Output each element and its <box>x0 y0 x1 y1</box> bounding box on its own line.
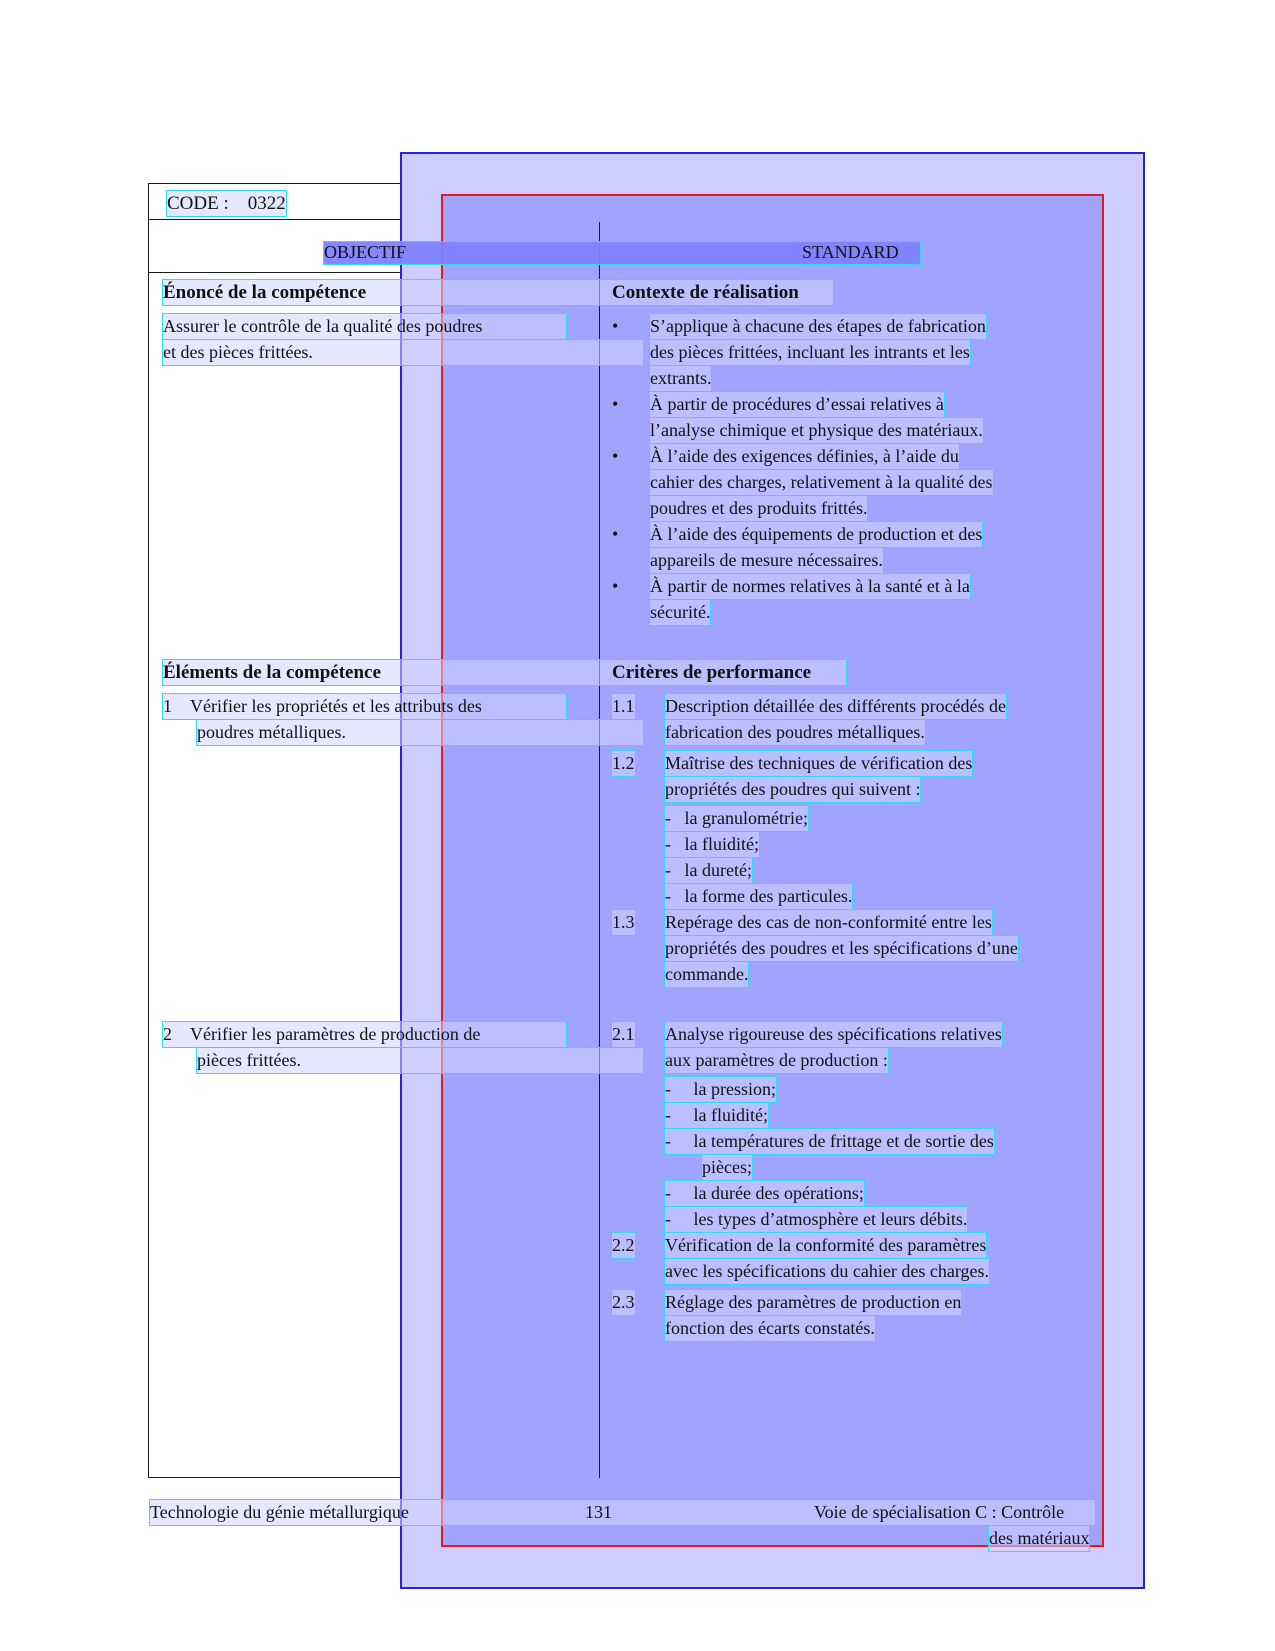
sub-item-text: la températures de frittage et de sortie des <box>693 1131 994 1151</box>
critere-1-3-line-2: propriétés des poudres et les spécifications d’une <box>665 936 1018 961</box>
sub-item: - la températures de frittage et de sortie des <box>665 1129 994 1154</box>
footer-voie-line-2: des matériaux <box>989 1526 1089 1551</box>
critere-number: 1.3 <box>612 910 635 935</box>
sub-item: - la granulométrie; <box>665 806 808 831</box>
element-2-line-2: pièces frittées. <box>197 1048 643 1073</box>
bullet-icon: • <box>612 394 619 414</box>
critere-number: 2.3 <box>612 1290 635 1315</box>
critere-2-3-line-1: Réglage des paramètres de production en <box>665 1290 961 1315</box>
element-number: 2 <box>163 1024 172 1044</box>
element-1-line-1 <box>163 694 566 719</box>
critere-number: 2.2 <box>612 1233 635 1258</box>
standard-header: STANDARD <box>802 242 899 262</box>
element-number: 1 <box>163 696 172 716</box>
contexte-title: Contexte de réalisation <box>612 282 799 303</box>
critere-2-2-line-2: avec les spécifications du cahier des charges. <box>665 1259 989 1284</box>
contexte-3-line-1: À l’aide des exigences définies, à l’aide du <box>650 444 959 469</box>
critere-2-3-line-2: fonction des écarts constatés. <box>665 1316 875 1341</box>
sub-item-text: la dureté; <box>684 860 752 880</box>
criteres-title: Critères de performance <box>612 662 812 683</box>
element-1-line-2: poudres métalliques. <box>197 720 643 745</box>
critere-number: 1.1 <box>612 694 635 719</box>
sub-item: - la dureté; <box>665 858 752 883</box>
sub-item-text: la pression; <box>693 1079 776 1099</box>
sub-item: - la pression; <box>665 1077 776 1102</box>
column-divider <box>599 222 600 1478</box>
contexte-1-line-1: S’applique à chacune des étapes de fabrication <box>650 314 986 339</box>
contexte-3-line-2: cahier des charges, relativement à la qualité des <box>650 470 993 495</box>
contexte-1-line-3: extrants. <box>650 366 711 391</box>
sub-item: - la fluidité; <box>665 832 759 857</box>
sub-item-text: la durée des opérations; <box>693 1183 864 1203</box>
critere-2-1-line-1: Analyse rigoureuse des spécifications relatives <box>665 1022 1002 1047</box>
enonce-title: Énoncé de la compétence <box>163 282 367 303</box>
critere-1-2-line-1: Maîtrise des techniques de vérification des <box>665 751 972 776</box>
enonce-line-2: et des pièces frittées. <box>163 340 643 365</box>
contexte-4-line-1: À l’aide des équipements de production et des <box>650 522 982 547</box>
bullet-icon: • <box>612 576 619 596</box>
critere-1-1-line-2: fabrication des poudres métalliques. <box>665 720 925 745</box>
code-line <box>167 191 286 216</box>
enonce-line-1: Assurer le contrôle de la qualité des poudres <box>163 314 566 339</box>
bullet-icon: • <box>612 316 619 336</box>
sub-item: - la durée des opérations; <box>665 1181 864 1206</box>
critere-1-3-line-1: Repérage des cas de non-conformité entre les <box>665 910 992 935</box>
sub-item-text: la fluidité; <box>684 834 759 854</box>
sub-item-continuation: pièces; <box>702 1155 752 1180</box>
sub-item: - la forme des particules. <box>665 884 852 909</box>
sub-item-text: les types d’atmosphère et leurs débits. <box>693 1209 968 1229</box>
element-text: Vérifier les propriétés et les attributs des <box>190 696 482 716</box>
contexte-2-line-1: À partir de procédures d’essai relatives à <box>650 392 944 417</box>
elements-title: Éléments de la compétence <box>163 662 381 683</box>
sub-item-text: la forme des particules. <box>684 886 853 906</box>
contexte-1-line-2: des pièces frittées, incluant les intrants et les <box>650 340 970 365</box>
footer-course: Technologie du génie métallurgique <box>150 1502 409 1522</box>
sub-item-text: la fluidité; <box>693 1105 768 1125</box>
critere-1-3-line-3: commande. <box>665 962 748 987</box>
contexte-2-line-2: l’analyse chimique et physique des matériaux. <box>650 418 983 443</box>
contexte-5-line-1: À partir de normes relatives à la santé et à la <box>650 574 970 599</box>
footer-page-number: 131 <box>585 1502 612 1522</box>
code-value: 0322 <box>247 193 286 214</box>
element-text: Vérifier les paramètres de production de <box>190 1024 481 1044</box>
sub-item: - la fluidité; <box>665 1103 768 1128</box>
critere-1-1-line-1: Description détaillée des différents procédés de <box>665 694 1006 719</box>
bullet-icon: • <box>612 446 619 466</box>
footer-voie-line-1: Voie de spécialisation C : Contrôle <box>814 1502 1065 1522</box>
critere-number: 2.1 <box>612 1022 635 1047</box>
contexte-3-line-3: poudres et des produits frittés. <box>650 496 867 521</box>
bullet-icon: • <box>612 524 619 544</box>
element-2-line-1 <box>163 1022 566 1047</box>
sub-item-text: la granulométrie; <box>684 808 808 828</box>
critere-1-2-line-2: propriétés des poudres qui suivent : <box>665 777 920 802</box>
contexte-5-line-2: sécurité. <box>650 600 710 625</box>
code-label: CODE : <box>167 193 229 214</box>
sub-item: - les types d’atmosphère et leurs débits. <box>665 1207 967 1232</box>
contexte-4-line-2: appareils de mesure nécessaires. <box>650 548 883 573</box>
critere-2-2-line-1: Vérification de la conformité des paramètres <box>665 1233 986 1258</box>
critere-number: 1.2 <box>612 751 635 776</box>
objective-header: OBJECTIF <box>324 242 407 262</box>
critere-2-1-line-2: aux paramètres de production : <box>665 1048 888 1073</box>
